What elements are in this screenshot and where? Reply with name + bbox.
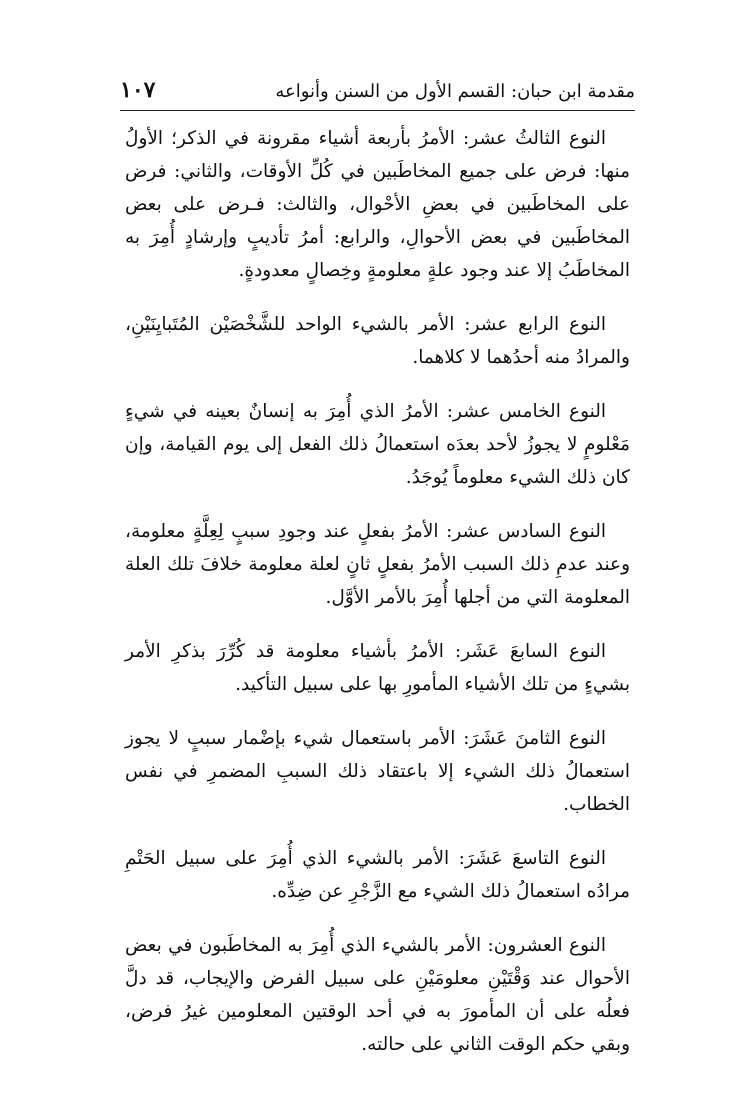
paragraph-type-13: النوع الثالثُ عشر: الأمرُ بأربعة أشياء مقرونة في الذكر؛ الأولُ منها: فرض على جميع المخاطَبين في كُلِّ الأوقات، والثاني: فرض على المخاطَبين في بعضِ الأحْوال، والثالث: فـرض على بعض المخاطَبين في بعض الأحوالِ، والرابع: أمرُ تأديبٍ وإرشادٍ أُمِرَ به المخاطَبُ إلا عند وجود علةٍ معلومةٍ وخِصالٍ معدودةٍ.: [125, 128, 630, 281]
paragraph-type-19: النوع التاسعَ عَشَرَ: الأمر بالشيء الذي أُمِرَ على سبيل الحَتْمِ مرادُه استعمالُ ذلك الشيء مع الزَّجْرِ عن ضِدِّه.: [125, 848, 630, 902]
header-divider: [120, 110, 635, 111]
paragraph-type-18: النوع الثامنَ عَشَرَ: الأمر باستعمال شيء بإضْمار سببٍ لا يجوز استعمالُ ذلك الشيء إلا باعتقاد ذلك السببِ المضمرِ في نفس الخطاب.: [125, 728, 630, 815]
paragraph-type-15: النوع الخامس عشر: الأمرُ الذي أُمِرَ به إنسانٌ بعينه في شيءٍ مَعْلومٍ لا يجوزُ لأحد بعدَه استعمالُ ذلك الفعل إلى يوم القيامة، وإن كان ذلك الشيء معلوماً يُوجَدُ.: [125, 401, 630, 488]
body-text: [125, 122, 630, 1082]
paragraph-type-17: النوع السابعَ عَشَر: الأمرُ بأشياء معلومة قد كُرِّرَ بذكرِ الأمر بشيءٍ من تلك الأشياء المأمورِ بها على سبيل التأكيد.: [125, 641, 630, 695]
header-title: مقدمة ابن حبان: القسم الأول من السنن وأنواعه: [275, 81, 635, 102]
paragraph-type-16: النوع السادس عشر: الأمرُ بفعلٍ عند وجودِ سببٍ لِعِلَّةٍ معلومة، وعند عدمِ ذلك السبب الأمرُ بفعلٍ ثانٍ لعلة معلومة خلافَ تلك العلة المعلومة التي من أجلها أُمِرَ بالأمر الأوَّل.: [125, 521, 630, 608]
page-number: ١٠٧: [120, 77, 156, 103]
paragraph-type-14: النوع الرابع عشر: الأمر بالشيء الواحد للشَّخْصَيْن المُتَبايِنَيْنِ، والمرادُ منه أحدُهما لا كلاهما.: [125, 314, 630, 368]
running-header: [120, 76, 635, 106]
paragraph-type-20: النوع العشرون: الأمر بالشيء الذي أُمِرَ به المخاطَبون في بعض الأحوال عند وَقْتَيْنِ معلومَيْنِ على سبيل الفرض والإيجاب، قد دلَّ فعلُه على أن المأمورَ به في أحد الوقتين المعلومين غيرُ فرض، وبقي حكم الوقت الثاني على حالته.: [125, 935, 630, 1055]
